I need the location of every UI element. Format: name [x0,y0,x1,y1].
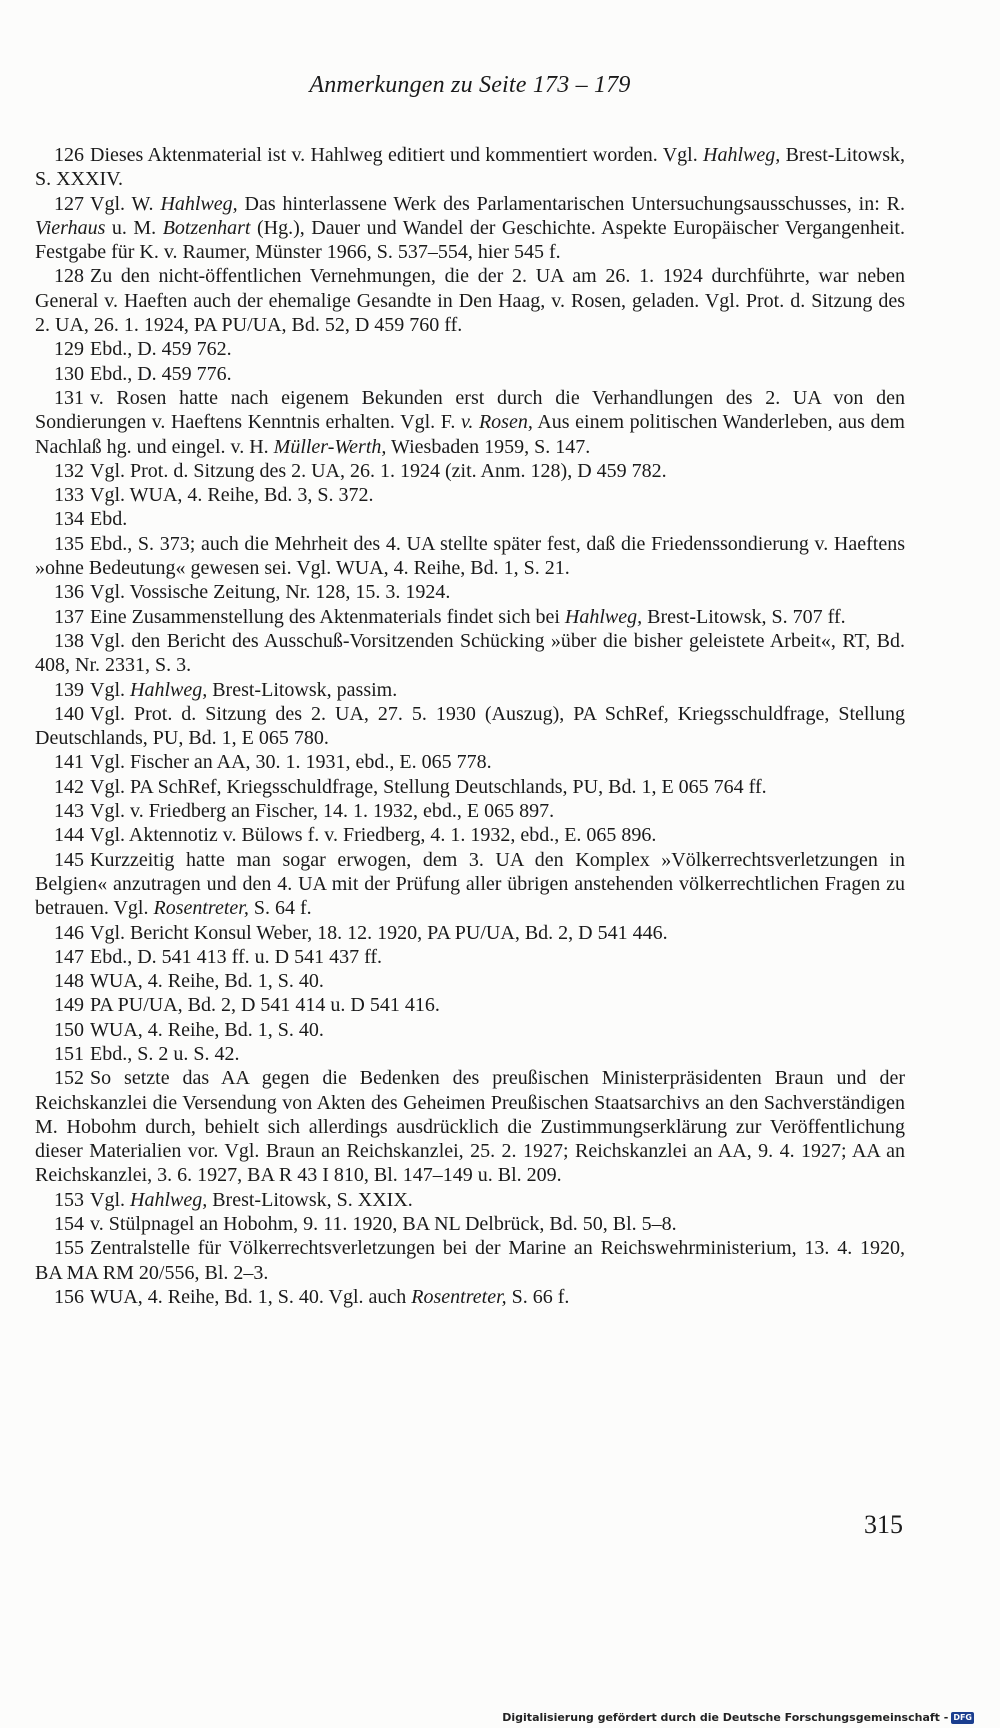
footnote-number: 142 [54,775,84,798]
footnote-133 [35,483,905,507]
footnote-text: Ebd., S. 373; auch die Mehrheit des 4. UA stellte später fest, daß die Friedenssondierung v. Haeftens »ohne Bedeutung« gewesen sei. Vgl. WUA, 4. Reihe, Bd. 1, S. 21. [35,532,905,580]
footnote-156 [35,1285,905,1309]
footnote-italic-text: Rosentreter, [153,897,249,920]
footnote-number: 129 [54,338,84,361]
footnote-146 [35,921,905,945]
footnote-italic-text: Müller-Werth, [273,435,387,458]
footnote-153 [35,1188,905,1212]
footnote-number: 127 [54,192,84,215]
footnote-italic-text: Hahlweg, [160,192,238,215]
footnote-127 [35,192,905,265]
footnote-text: WUA, 4. Reihe, Bd. 1, S. 40. Vgl. auch [90,1285,412,1308]
footnote-text: WUA, 4. Reihe, Bd. 1, S. 40. [90,1018,324,1041]
footnote-text: (Hg.), Dauer und Wandel der Geschichte. Aspekte Europäischer Vergangenheit. Festgabe für K. v. Raumer, Münster 1966, S. 537–554, hier 545 f. [35,216,905,264]
footnote-number: 139 [54,678,84,701]
footnote-154 [35,1212,905,1236]
footnote-number: 149 [54,994,84,1017]
footnote-italic-text: Rosentreter, [411,1285,507,1308]
footnote-136 [35,580,905,604]
footnote-italic-text: v. Rosen, [460,411,533,434]
footnote-text: Ebd. [90,508,128,531]
footnote-137 [35,605,905,629]
footnote-139 [35,678,905,702]
footnote-text: Ebd., S. 2 u. S. 42. [90,1042,240,1065]
footnote-147 [35,945,905,969]
footnote-number: 130 [54,362,84,385]
footnote-number: 146 [54,921,84,944]
footnote-text: Vgl. v. Friedberg an Fischer, 14. 1. 1932, ebd., E 065 897. [90,800,555,823]
footnote-number: 145 [54,848,84,871]
footnote-text: Vgl. Bericht Konsul Weber, 18. 12. 1920, PA PU/UA, Bd. 2, D 541 446. [90,921,668,944]
footnote-text: Ebd., D. 459 776. [90,362,232,385]
footnote-number: 126 [54,144,84,166]
footnote-number: 153 [54,1188,84,1211]
footnote-text: Vgl. Vossische Zeitung, Nr. 128, 15. 3. 1924. [90,581,451,604]
footnote-number: 141 [54,751,84,774]
footnote-131 [35,386,905,459]
footnote-142 [35,775,905,799]
footnote-number: 138 [54,629,84,652]
footnote-text: Dieses Aktenmaterial ist v. Hahlweg editiert und kommentiert worden. Vgl. [90,144,704,166]
footnote-text: Vgl. Aktennotiz v. Bülows f. v. Friedberg, 4. 1. 1932, ebd., E. 065 896. [90,824,657,847]
footnote-148 [35,969,905,993]
footnote-text: u. M. [105,216,163,239]
credit-text: Digitalisierung gefördert durch die Deutsche Forschungsgemeinschaft - [502,1711,949,1724]
footnote-text: PA PU/UA, Bd. 2, D 541 414 u. D 541 416. [90,994,440,1017]
footnote-number: 134 [54,508,84,531]
footnote-number: 132 [54,459,84,482]
footnote-text: Vgl. W. [90,192,161,215]
footnote-text: S. 64 f. [248,897,312,920]
footnote-143 [35,799,905,823]
footnote-text: Vgl. Prot. d. Sitzung des 2. UA, 27. 5. 1930 (Auszug), PA SchRef, Kriegsschuldfrage, Stellung Deutschlands, PU, Bd. 1, E 065 780. [35,702,905,750]
footnote-number: 156 [54,1285,84,1308]
footnote-145 [35,848,905,921]
footnote-italic-text: Hahlweg, [703,144,781,166]
footnote-text: Brest-Litowsk, S. XXXIV. [35,144,905,191]
footnote-italic-text: Vierhaus [35,216,106,239]
footnote-text: Zu den nicht-öffentlichen Vernehmungen, die der 2. UA am 26. 1. 1924 durchführte, war neben General v. Haeften auch der ehemalige Gesandte in Den Haag, v. Rosen, geladen. Vgl. Prot. d. Sitzung des 2. UA, 26. 1. 1924, PA PU/UA, Bd. 52, D 459 760 ff. [35,265,905,337]
footnote-144 [35,823,905,847]
footnote-italic-text: Botzenhart [162,216,251,239]
footnote-140 [35,702,905,751]
footnote-text: WUA, 4. Reihe, Bd. 1, S. 40. [90,970,324,993]
footnote-text: Vgl. Prot. d. Sitzung des 2. UA, 26. 1. 1924 (zit. Anm. 128), D 459 782. [90,459,667,482]
footnote-number: 133 [54,484,84,507]
footnote-text: Aus einem politischen Wanderleben, aus dem Nachlaß hg. und eingel. v. H. [35,411,905,458]
footnote-text: Kurzzeitig hatte man sogar erwogen, dem 3. UA den Komplex »Völkerrechtsverletzungen in Belgien« anzutragen und den 4. UA mit der Prüfung aller übrigen anstehenden völkerrechtlichen Fragen zu betrauen. Vgl. [35,848,905,920]
footnote-149 [35,993,905,1017]
footnote-text: Wiesbaden 1959, S. 147. [386,435,591,458]
footnote-text: Brest-Litowsk, S. 707 ff. [642,605,846,628]
footnote-number: 137 [54,605,84,628]
footnote-text: Vgl. WUA, 4. Reihe, Bd. 3, S. 372. [90,484,374,507]
footnote-130 [35,362,905,386]
footnote-number: 135 [54,532,84,555]
footnote-text: Ebd., D. 459 762. [90,338,232,361]
footnote-number: 143 [54,800,84,823]
footnote-text: Brest-Litowsk, passim. [207,678,398,701]
footnote-text: So setzte das AA gegen die Bedenken des preußischen Ministerpräsidenten Braun und der Reichskanzlei die Versendung von Akten des Geheimen Preußischen Staatsarchivs an den Sachverständigen M. Hobohm durch, behielt sich allerdings ausdrücklich die Zustimmungserklärung zur Veröffentlichung dieser Materialien vor. Vgl. Braun an Reichskanzlei, 25. 2. 1927; Reichskanzlei an AA, 9. 4. 1927; AA an Reichskanzlei, 3. 6. 1927, BA R 43 I 810, Bl. 147–149 u. Bl. 209. [35,1067,905,1187]
footnote-number: 147 [54,945,84,968]
footnote-number: 155 [54,1237,84,1260]
dfg-logo-icon: DFG [953,1712,972,1722]
footnote-number: 128 [54,265,84,288]
footnote-129 [35,337,905,361]
footnote-141 [35,750,905,774]
footnote-italic-text: Hahlweg, [564,605,643,628]
footnote-number: 150 [54,1018,84,1041]
footnote-text: Vgl. [90,1188,130,1211]
footnote-150 [35,1018,905,1042]
footnote-number: 152 [54,1067,84,1090]
footnote-text: Vgl. Fischer an AA, 30. 1. 1931, ebd., E. 065 778. [90,751,492,774]
page-header: Anmerkungen zu Seite 173 – 179 [309,72,631,98]
footnote-151 [35,1042,905,1066]
footnote-text: Brest-Litowsk, S. XXIX. [207,1188,413,1211]
footnote-number: 148 [54,970,84,993]
footnote-number: 140 [54,702,84,725]
footnote-number: 136 [54,581,84,604]
footnote-text: Vgl. [90,678,130,701]
footnote-number: 151 [54,1042,84,1065]
footnote-text: v. Rosen hatte nach eigenem Bekunden erst durch die Verhandlungen des 2. UA von den Sondierungen v. Haeftens Kenntnis erhalten. Vgl. F. [35,386,905,434]
footnote-text: Vgl. PA SchRef, Kriegsschuldfrage, Stellung Deutschlands, PU, Bd. 1, E 065 764 ff. [90,775,767,798]
footnote-128 [35,264,905,337]
footnote-126 [35,143,905,192]
footnote-132 [35,459,905,483]
footnote-138 [35,629,905,678]
footnote-text: Ebd., D. 541 413 ff. u. D 541 437 ff. [90,945,383,968]
footnote-text: Eine Zusammenstellung des Aktenmaterials findet sich bei [90,605,565,628]
footnote-italic-text: Hahlweg, [130,678,208,701]
footnote-number: 154 [54,1213,84,1236]
footnote-text: v. Stülpnagel an Hobohm, 9. 11. 1920, BA NL Delbrück, Bd. 50, Bl. 5–8. [90,1213,677,1236]
footnote-134 [35,507,905,531]
footnote-135 [35,532,905,581]
footnotes-list [35,143,905,1309]
footnote-italic-text: Hahlweg, [130,1188,208,1211]
page-number: 315 [864,1510,903,1539]
footnote-number: 144 [54,824,84,847]
footnote-152 [35,1066,905,1187]
footnote-155 [35,1236,905,1285]
footnote-text: Das hinterlassene Werk des Parlamentarischen Untersuchungsausschusses, in: R. [237,192,905,215]
footnote-text: Zentralstelle für Völkerrechtsverletzungen bei der Marine an Reichswehrministerium, 13. 4. 1920, BA MA RM 20/556, Bl. 2–3. [35,1237,905,1284]
footnote-number: 131 [54,386,84,409]
footnote-text: S. 66 f. [506,1285,570,1308]
footnote-text: Vgl. den Bericht des Ausschuß-Vorsitzenden Schücking »über die bisher geleistete Arbeit«, RT, Bd. 408, Nr. 2331, S. 3. [35,629,905,677]
digitization-credit [502,1711,974,1724]
